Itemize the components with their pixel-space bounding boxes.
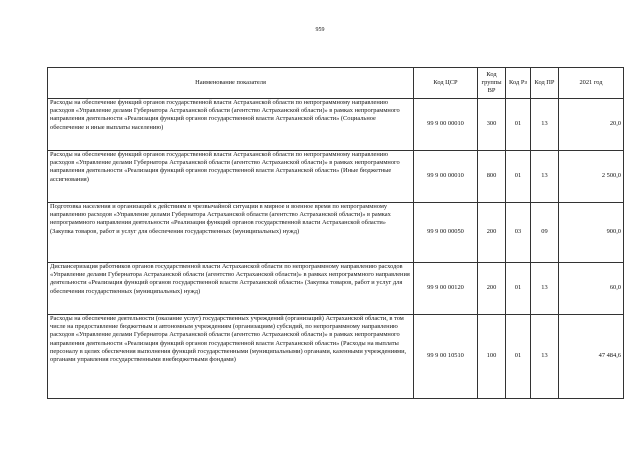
row-rz: 01 (506, 99, 531, 151)
header-rz: Код Рз (506, 68, 531, 99)
row-amount: 20,0 (559, 99, 624, 151)
header-csr: Код ЦСР (414, 68, 478, 99)
budget-table (47, 67, 624, 399)
table-row (48, 99, 624, 151)
header-year: 2021 год (559, 68, 624, 99)
row-rz: 01 (506, 315, 531, 399)
row-amount: 2 500,0 (559, 151, 624, 203)
row-csr: 99 9 00 00010 (414, 99, 478, 151)
row-pr: 13 (531, 263, 559, 315)
row-pr: 13 (531, 99, 559, 151)
row-rz: 03 (506, 203, 531, 263)
page-number: 959 (315, 27, 325, 33)
row-csr: 99 9 00 10510 (414, 315, 478, 399)
row-amount: 47 484,6 (559, 315, 624, 399)
row-name: Расходы на обеспечение деятельности (оказание услуг) государственных учреждений (организаций) Астраханской области, в том числе на предоставление бюджетным и автономным учреждениям (организациям) субсидий, по непрограммному направлению расходов «Управление делами Губернатора Астраханской области (агентство Астраханской области)» в рамках непрограммного направления деятельности «Реализация функций органов государственной власти Астраханской области» (Расходы на выплаты персоналу в целях обеспечения выполнения функций государственными (муниципальными) органами, казенными учреждениями, органами управления государственными внебюджетными фондами) (48, 315, 414, 399)
table-row (48, 151, 624, 203)
row-csr: 99 9 00 00010 (414, 151, 478, 203)
table-header-row (48, 68, 624, 99)
row-name: Расходы на обеспечение функций органов государственной власти Астраханской области по непрограммному направлению расходов «Управление делами Губернатора Астраханской области (агентство Астраханской области)» в рамках непрограммного направления деятельности «Реализация функций органов государственной власти Астраханской области» (Иные бюджетные ассигнования) (48, 151, 414, 203)
table-row (48, 203, 624, 263)
row-vr: 200 (478, 263, 506, 315)
header-pr: Код ПР (531, 68, 559, 99)
header-name: Наименование показателя (48, 68, 414, 99)
table-row (48, 263, 624, 315)
row-csr: 99 9 00 00050 (414, 203, 478, 263)
row-vr: 300 (478, 99, 506, 151)
row-amount: 60,0 (559, 263, 624, 315)
row-vr: 200 (478, 203, 506, 263)
row-name: Расходы на обеспечение функций органов государственной власти Астраханской области по непрограммному направлению расходов «Управление делами Губернатора Астраханской области (агентство Астраханской области)» в рамках непрограммного направления деятельности «Реализация функций органов государственной власти Астраханской области» (Социальное обеспечение и иные выплаты населению) (48, 99, 414, 151)
row-vr: 800 (478, 151, 506, 203)
row-rz: 01 (506, 151, 531, 203)
row-amount: 900,0 (559, 203, 624, 263)
row-pr: 09 (531, 203, 559, 263)
table-row (48, 315, 624, 399)
row-vr: 100 (478, 315, 506, 399)
row-csr: 99 9 00 00120 (414, 263, 478, 315)
row-name: Диспансеризация работников органов государственной власти Астраханской области по непрограммному направлению расходов «Управление делами Губернатора Астраханской области (агентство Астраханской области)» в рамках непрограммного направления деятельности «Реализация функций органов государственной власти Астраханской области» (Закупка товаров, работ и услуг для обеспечения государственных (муниципальных) нужд) (48, 263, 414, 315)
row-rz: 01 (506, 263, 531, 315)
row-name: Подготовка населения и организаций к действиям в чрезвычайной ситуации в мирное и военное время по непрограммному направлению расходов «Управление делами Губернатора Астраханской области (агентство Астраханской области)» в рамках непрограммного направления деятельности «Реализация функций органов государственной власти Астраханской области» (Закупка товаров, работ и услуг для обеспечения государственных (муниципальных) нужд) (48, 203, 414, 263)
header-vr: Код группы ВР (478, 68, 506, 99)
row-pr: 13 (531, 315, 559, 399)
row-pr: 13 (531, 151, 559, 203)
